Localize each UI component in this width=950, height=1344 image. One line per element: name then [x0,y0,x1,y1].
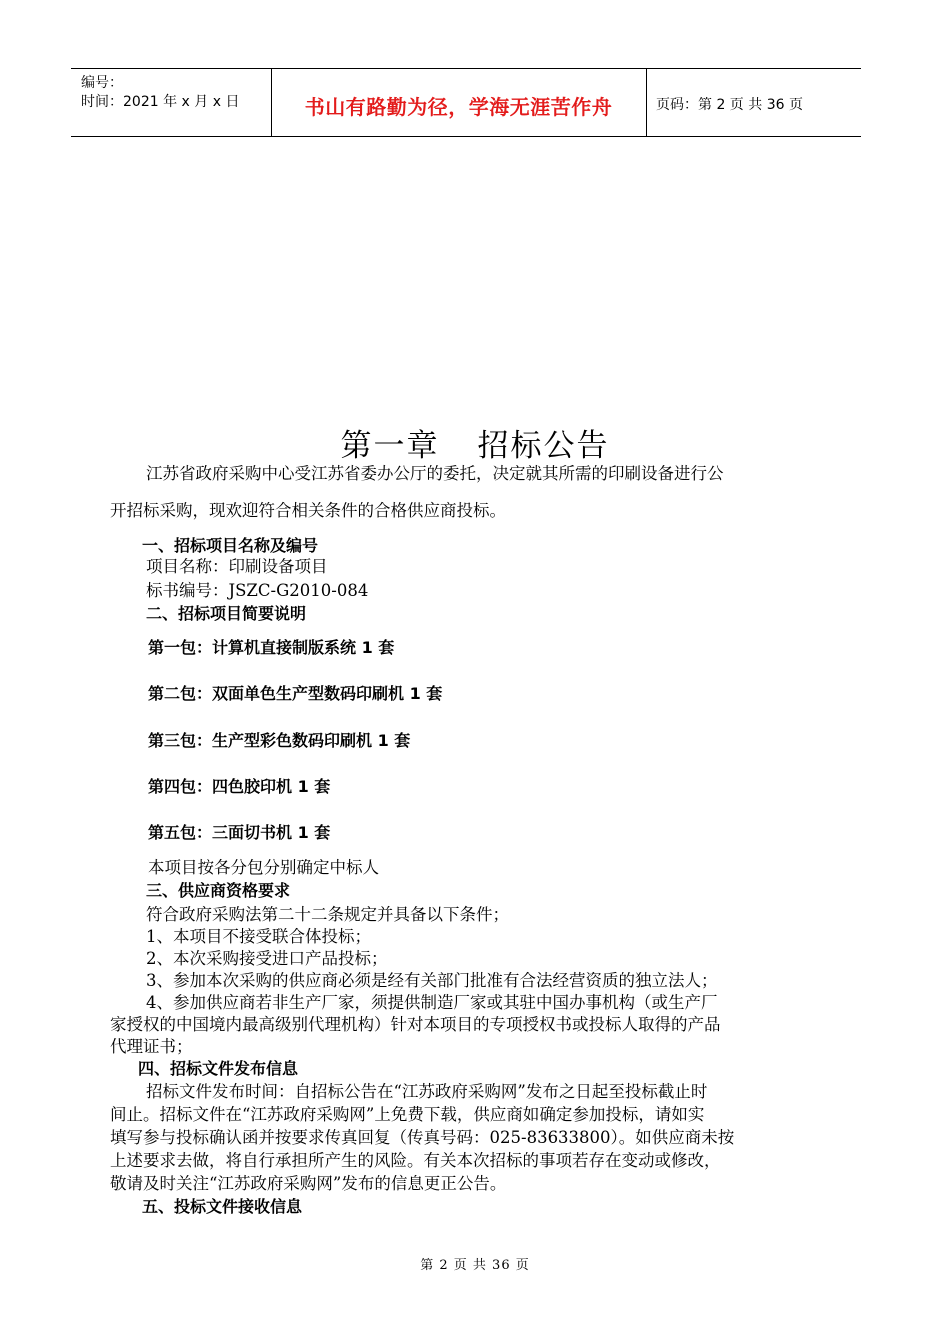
package-item: 第三包：生产型彩色数码印刷机 1 套 [148,731,411,750]
requirement-line: 2、本次采购接受进口产品投标； [146,949,388,968]
intro-line-1: 江苏省政府采购中心受江苏省委办公厅的委托，决定就其所需的印刷设备进行公 [146,464,724,483]
intro-line-2: 开招标采购，现欢迎符合相关条件的合格供应商投标。 [110,501,506,520]
section-5-heading: 五、投标文件接收信息 [142,1197,303,1216]
header-page-cell [646,69,861,136]
requirement-line: 符合政府采购法第二十二条规定并具备以下条件； [146,905,509,924]
project-name: 项目名称：印刷设备项目 [146,557,328,576]
section-3-heading: 三、供应商资格要求 [146,881,291,900]
requirement-line: 1、本项目不接受联合体投标； [146,927,371,946]
package-item: 第二包：双面单色生产型数码印刷机 1 套 [148,684,443,703]
requirement-line: 代理证书； [110,1037,193,1056]
release-line: 招标文件发布时间：自招标公告在“江苏政府采购网”发布之日起至投标截止时 [146,1082,708,1101]
number-label: 编号： [81,75,123,91]
bid-number: 标书编号：JSZC-G2010-084 [146,581,369,600]
header-motto: 书山有路勤为径，学海无涯苦作舟 [304,95,613,119]
header-motto-cell [271,69,647,136]
header-meta-cell [71,69,272,136]
section-1-heading: 一、招标项目名称及编号 [142,536,319,555]
page-code: 页码：第 2 页 共 36 页 [656,97,803,113]
requirement-line: 家授权的中国境内最高级别代理机构）针对本项目的专项授权书或投标人取得的产品 [110,1015,721,1034]
page-footer: 第 2 页 共 36 页 [420,1258,530,1273]
section-2-heading: 二、招标项目简要说明 [146,604,307,623]
package-note: 本项目按各分包分别确定中标人 [148,858,379,877]
requirement-line: 4、参加供应商若非生产厂家，须提供制造厂家或其驻中国办事机构（或生产厂 [146,993,718,1012]
release-line: 间止。招标文件在“江苏政府采购网”上免费下载，供应商如确定参加投标，请如实 [110,1105,705,1124]
package-item: 第一包：计算机直接制版系统 1 套 [148,638,395,657]
release-line: 敬请及时关注“江苏政府采购网”发布的信息更正公告。 [110,1174,507,1193]
package-item: 第五包：三面切书机 1 套 [148,823,331,842]
document-header [71,68,861,137]
package-item: 第四包：四色胶印机 1 套 [148,777,331,796]
requirement-line: 3、参加本次采购的供应商必须是经有关部门批准有合法经营资质的独立法人； [146,971,718,990]
chapter-name: 招标公告 [477,428,610,464]
section-4-heading: 四、招标文件发布信息 [138,1059,299,1078]
chapter-title [0,420,950,465]
chapter-number: 第一章 [340,428,440,464]
time-label: 时间：2021 年 x 月 x 日 [81,94,240,110]
release-line: 填写参与投标确认函并按要求传真回复（传真号码：025-83633800）。如供应商未按 [110,1128,735,1147]
release-line: 上述要求去做，将自行承担所产生的风险。有关本次招标的事项若存在变动或修改， [110,1151,721,1170]
